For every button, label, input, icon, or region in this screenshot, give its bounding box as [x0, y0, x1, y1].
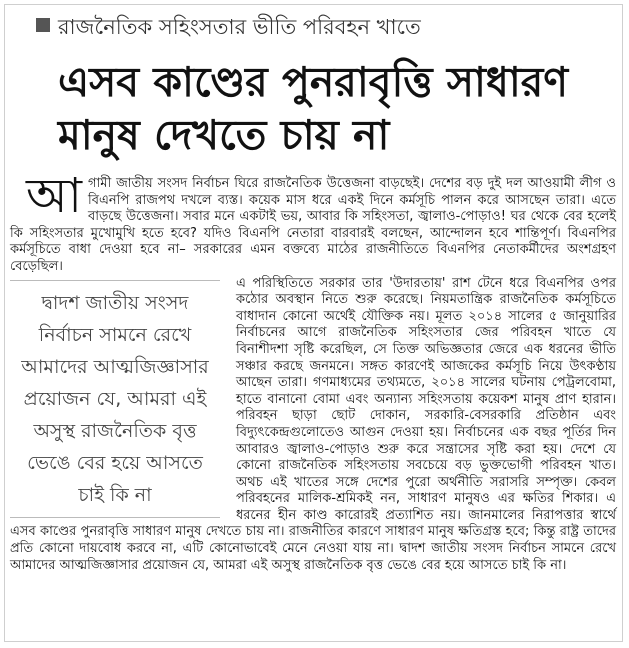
article-body [10, 168, 616, 574]
paragraph-1: গামী জাতীয় সংসদ নির্বাচন ঘিরে রাজনৈতিক উত্তেজনা বাড়ছেই। দেশের বড় দুই দল আওয়ামী লীগ ও বিএনপি রাজপথ দখলে ব্যস্ত। কয়েক মাস ধরে একই দিনে কর্মসূচি পালন করে আসছেন তারা। এতে বাড়ছে উত্তেজনা। সবার মনে একটাই ভয়, আবার কি সহিংসতা, জ্বালাও-পোড়াও! ঘর থেকে বের হলেই কি সহিংসতার মুখোমুখি হতে হবে? যদিও বিএনপি নেতারা বারবারই বলছেন, আন্দোলন হবে শান্তিপূর্ণ। বিএনপির কর্মসূচিতে বাধা দেওয়া হবে না– সরকারের এমন বক্তব্যে মাঠের রাজনীতিতে বিএনপির নেতাকর্মীদের অংশগ্রহণ বেড়েছিল। [10, 176, 616, 274]
kicker [36, 12, 611, 42]
headline [58, 56, 618, 162]
headline-line-1: এসব কাণ্ডের পুনরাবৃত্তি সাধারণ [58, 58, 569, 106]
headline-line-2: মানুষ দেখতে চায় না [58, 111, 390, 159]
paragraph-2: এ পরিস্থিতিতে সরকার তার 'উদারতায়' রাশ টেনে ধরে বিএনপির ওপর কঠোর অবস্থান নিতে শুরু করেছে। নিয়মতান্ত্রিক রাজনৈতিক কর্মসূচিতে বাধাদান কোনো অর্থেই যৌক্তিক নয়। মূলত ২০১৪ সালের ৫ জানুয়ারির নির্বাচনের আগে রাজনৈতিক সহিংসতার জের পরিবহন খাতে যে বিনাশীদশা সৃষ্টি করেছিল, সে তিক্ত অভিজ্ঞতার জেরে এক ধরনের ভীতি সঞ্চার করছে জনমনে। সঙ্গত কারণেই আজকের কর্মসূচি নিয়ে উৎকণ্ঠায় আছেন তারা। গণমাধ্যমের তথ্যমতে, ২০১৪ সালের ঘটনায় পেট্রলবোমা, হাতে বানানো বোমা এবং অন্যান্য সহিংসতায় কয়েকশ মানুষ প্রাণ হারান। পরিবহন ছাড়া ছোট দোকান, সরকারি-বেসরকারি প্রতিষ্ঠান এবং বিদ্যুৎকেন্দ্রগুলোতেও আগুন দেওয়া হয়। নির্বাচনের এক বছর পূর্তির দিন আবারও জ্বালাও-পোড়াও শুরু করে সন্ত্রাসের সৃষ্টি করা হয়। দেশে যে কোনো রাজনৈতিক সহিংসতায় সবচেয়ে বড় ভুক্তভোগী পরিবহন খাত। অথচ এই খাতের সঙ্গে দেশের পুরো অর্থনীতি সরাসরি সম্পৃক্ত। কেবল পরিবহনের মালিক-শ্রমিকই নন, সাধারণ মানুষও এর ক্ষতির শিকার। এ ধরনের হীন কাণ্ড কারোরই প্রত্যাশিত নয়। জানমালের নিরাপত্তার স্বার্থে এসব কাণ্ডের পুনরাবৃত্তি সাধারণ মানুষ দেখতে চায় না। রাজনীতির কারণে সাধারণ মানুষ ক্ষতিগ্রস্ত হবে; কিন্তু রাষ্ট্র তাদের প্রতি কোনো দায়বোধ করবে না, এটি কোনোভাবেই মেনে নেওয়া যায় না। দ্বাদশ জাতীয় সংসদ নির্বাচন সামনে রেখে আমাদের আত্মজিজ্ঞাসার প্রয়োজন যে, আমরা এই অসুস্থ রাজনৈতিক বৃত্ত ভেঙে বের হয়ে আসতে চাই কি না। [10, 275, 616, 573]
kicker-square-icon [36, 18, 50, 32]
kicker-text: রাজনৈতিক সহিংসতার ভীতি পরিবহন খাতে [58, 15, 421, 39]
pull-quote: দ্বাদশ জাতীয় সংসদ নির্বাচন সামনে রেখে আমাদের আত্মজিজ্ঞাসার প্রয়োজন যে, আমরা এই অসুস্থ রাজনৈতিক বৃত্ত ভেঙে বের হয়ে আসতে চাই কি না [10, 280, 220, 518]
drop-cap: আ [26, 168, 82, 224]
